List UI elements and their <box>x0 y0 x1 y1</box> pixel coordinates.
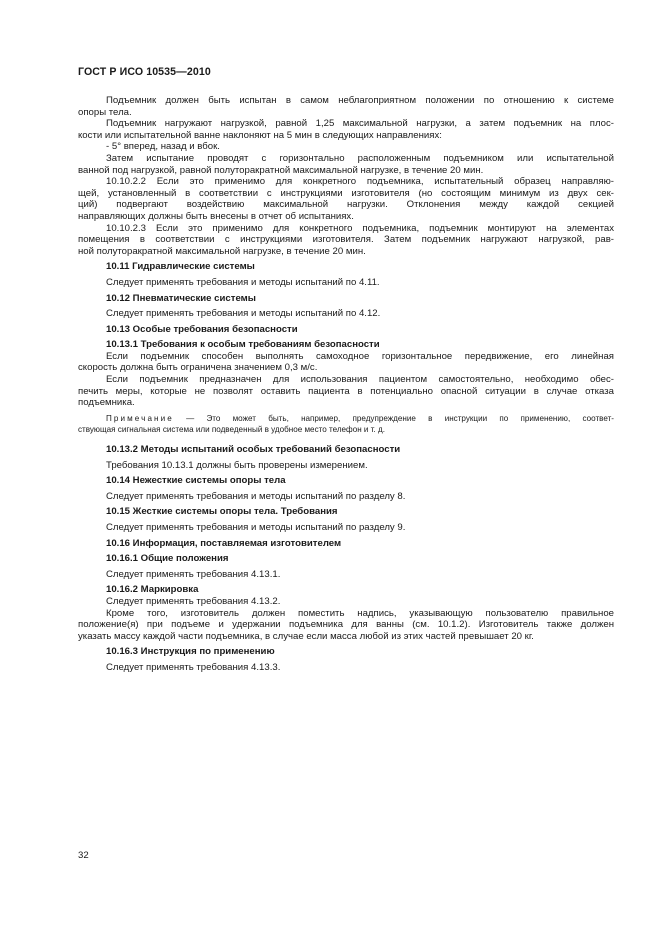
text-line: ванной под нагрузкой, равной полуторакратной максимальной нагрузке, в течение 20 мин. <box>78 164 484 176</box>
text-line: направляющих должны быть внесены в отчет об испытаниях. <box>78 210 354 222</box>
section-heading: 10.16.1 Общие положения <box>106 553 229 565</box>
document-body <box>78 95 614 674</box>
text-line: щей, установленный в соответствии с инструкциями изготовителя (но состоящим минимум из двух сек- <box>78 187 614 199</box>
text-line: печить меры, которые не позволят оставить пациента в потенциально опасной ситуации в случае отказа <box>78 385 614 397</box>
page-number: 32 <box>78 850 89 861</box>
text-line: Следует применять требования и методы испытаний по 4.11. <box>106 276 380 288</box>
spacer <box>78 436 614 444</box>
section-heading: 10.16.2 Маркировка <box>106 584 199 596</box>
text-line: Следует применять требования 4.13.3. <box>106 661 281 673</box>
text-line: Подъемник должен быть испытан в самом неблагоприятном положении по отношению к системе <box>106 95 614 106</box>
document-header: ГОСТ Р ИСО 10535—2010 <box>78 66 211 78</box>
text-line: 10.10.2.2 Если это применимо для конкретного подъемника, испытательный образец направляю- <box>106 176 614 188</box>
text-line: помещения в соответствии с инструкциями изготовителя. Затем подъемник нагружают нагрузкой, рав- <box>78 234 614 246</box>
section-heading: 10.13 Особые требования безопасности <box>106 323 298 335</box>
text-line: Подъемник нагружают нагрузкой, равной 1,25 максимальной нагрузки, а затем подъемник на плос- <box>106 118 614 130</box>
text-line: Следует применять требования и методы испытаний по разделу 9. <box>106 522 406 533</box>
section-heading: 10.16.3 Инструкция по применению <box>106 646 275 658</box>
section-heading: 10.12 Пневматические системы <box>106 292 256 304</box>
text-line: Следует применять требования и методы испытаний по 4.12. <box>106 308 381 320</box>
section-heading: 10.13.2 Методы испытаний особых требований безопасности <box>106 444 401 456</box>
text-line: Если подъемник предназначен для использования пациентом самостоятельно, необходимо обес- <box>106 374 614 386</box>
text-line: подъемника. <box>78 397 135 409</box>
text-line: Следует применять требования 4.13.1. <box>106 568 281 580</box>
text-line: ций) подвергают воздействию максимальной нагрузки. Отклонения между каждой секцией <box>78 199 614 211</box>
text-line: Требования 10.13.1 должны быть проверены измерением. <box>106 459 368 471</box>
section-heading: 10.14 Нежесткие системы опоры тела <box>106 475 286 487</box>
text-line: Кроме того, изготовитель должен поместить надпись, указывающую пользователю правильное <box>106 607 614 619</box>
text-line: ствующая сигнальная система или подведенный в удобное место телефон и т. д. <box>78 425 385 435</box>
text-line: скорость должна быть ограничена значением 0,3 м/с. <box>78 362 318 374</box>
section-heading: 10.11 Гидравлические системы <box>106 261 255 273</box>
note-label: Примечание <box>106 413 174 423</box>
text-line: Затем испытание проводят с горизонтально расположенным подъемником или испытательной <box>106 152 614 164</box>
text-line: Если подъемник способен выполнять самоходное горизонтальное передвижение, его линейная <box>106 350 614 362</box>
text-line: Следует применять требования и методы испытаний по разделу 8. <box>106 490 406 502</box>
text-line: ной полуторакратной максимальной нагрузке, в течение 20 мин. <box>78 245 366 257</box>
section-heading: 10.15 Жесткие системы опоры тела. Требования <box>106 506 338 518</box>
text-line: указать массу каждой части подъемника, в случае если масса любой из этих частей превышает 20 кг. <box>78 630 534 642</box>
section-heading: 10.13.1 Требования к особым требованиям безопасности <box>106 339 380 351</box>
note-line <box>78 413 614 425</box>
text-line: Следует применять требования 4.13.2. <box>106 595 281 607</box>
text-line: опоры тела. <box>78 106 132 118</box>
text-line: кости или испытательной ванне наклоняют на 5 мин в следующих направлениях: <box>78 129 442 141</box>
text-line: положение(я) при подъеме и удержании подъемника для ванны (см. 10.1.2). Изготовитель также должен <box>78 619 614 631</box>
section-heading: 10.16 Информация, поставляемая изготовителем <box>106 537 342 549</box>
note-text: — Это может быть, например, предупреждение в инструкции по применению, соответ- <box>173 413 614 423</box>
text-line: 10.10.2.3 Если это применимо для конкретного подъемника, подъемник монтируют на элементах <box>106 222 614 234</box>
text-line: - 5° вперед, назад и вбок. <box>106 141 220 153</box>
